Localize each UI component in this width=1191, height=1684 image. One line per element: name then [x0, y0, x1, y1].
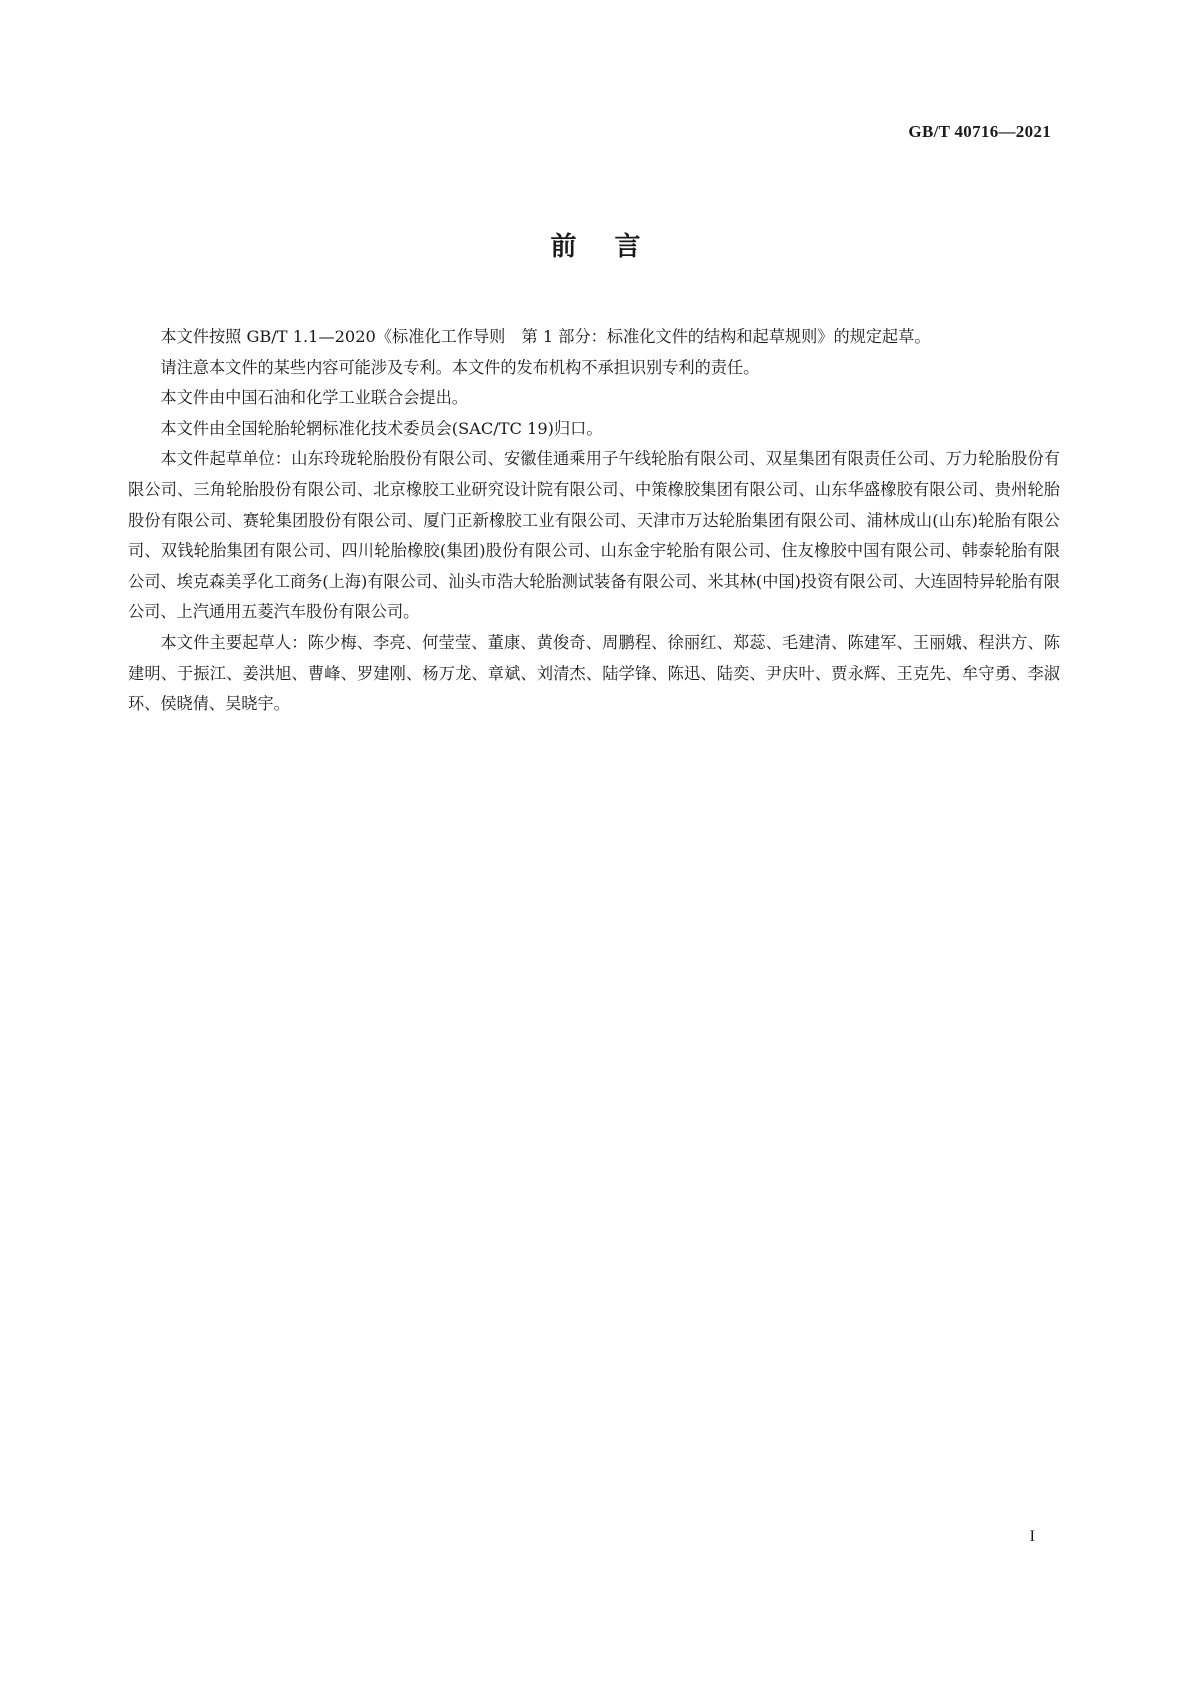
paragraph-technical-committee: 本文件由全国轮胎轮辋标准化技术委员会(SAC/TC 19)归口。 — [160, 418, 603, 438]
page-number: I — [1029, 1528, 1035, 1545]
paragraph-drafters: 本文件主要起草人：陈少梅、李亮、何莹莹、董康、黄俊奇、周鹏程、徐丽红、郑蕊、毛建清、陈建军、王丽娥、程洪方、陈建明、于振江、姜洪旭、曹峰、罗建刚、杨万龙、章斌、刘清杰、陆学锋、陈迅、陆奕、尹庆叶、贾永辉、王克先、牟守勇、李淑环、侯晓倩、吴晓宇。 — [128, 632, 1060, 714]
paragraph-patent-notice: 请注意本文件的某些内容可能涉及专利。本文件的发布机构不承担识别专利的责任。 — [160, 357, 760, 377]
document-body — [128, 322, 1060, 720]
paragraph-drafting-rules: 本文件按照 GB/T 1.1—2020《标准化工作导则 第 1 部分：标准化文件的结构和起草规则》的规定起草。 — [160, 327, 931, 346]
paragraph-proposer: 本文件由中国石油和化学工业联合会提出。 — [160, 388, 468, 408]
standard-number: GB/T 40716—2021 — [908, 122, 1051, 141]
page-title: 前言 — [550, 232, 679, 262]
paragraph-drafting-units: 本文件起草单位：山东玲珑轮胎股份有限公司、安徽佳通乘用子午线轮胎有限公司、双星集团有限责任公司、万力轮胎股份有限公司、三角轮胎股份有限公司、北京橡胶工业研究设计院有限公司、中策橡胶集团有限公司、山东华盛橡胶有限公司、贵州轮胎股份有限公司、赛轮集团股份有限公司、厦门正新橡胶工业有限公司、天津市万达轮胎集团有限公司、浦林成山(山东)轮胎有限公司、双钱轮胎集团有限公司、四川轮胎橡胶(集团)股份有限公司、山东金宇轮胎有限公司、住友橡胶中国有限公司、韩泰轮胎有限公司、埃克森美孚化工商务(上海)有限公司、汕头市浩大轮胎测试装备有限公司、米其林(中国)投资有限公司、大连固特异轮胎有限公司、上汽通用五菱汽车股份有限公司。 — [128, 449, 1060, 622]
